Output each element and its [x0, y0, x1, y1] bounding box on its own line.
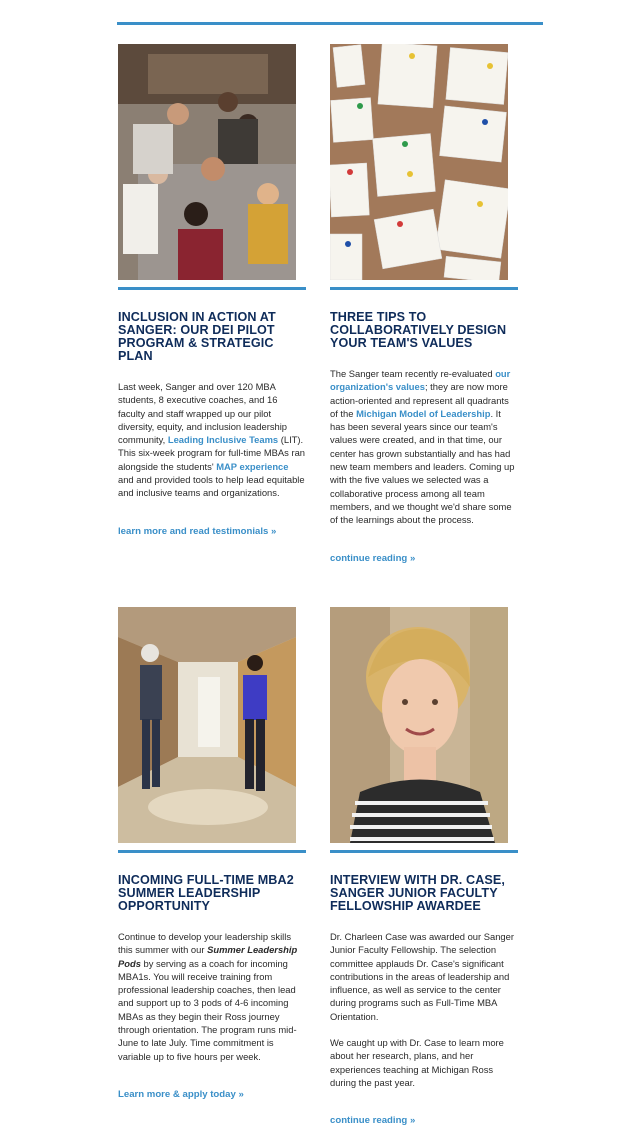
- body-text: (LIT). This six-week program for full-time MBAs ran alongside the students': [118, 434, 306, 472]
- article-body: [118, 930, 306, 1063]
- body-text: ; they are now more action-oriented and represent all quadrants of the: [330, 381, 509, 419]
- article-body: [330, 930, 518, 1089]
- body-text: by serving as a coach for incoming MBA1s. You will receive training from professional leadership coaches, then lead and support up to 3 pods of 4-6 incoming MBAs as they begin their Ross journey through orientation. The program runs mid-June to late July. Time commitment is variable up to five hours per week.: [118, 957, 297, 1062]
- article-paragraph: [330, 930, 518, 1023]
- inline-link[interactable]: Leading Inclusive Teams: [167, 434, 279, 446]
- card-divider: [118, 287, 306, 290]
- dr-case-portrait-photo[interactable]: [330, 607, 508, 843]
- article-paragraph: [118, 930, 306, 1063]
- card-divider: [330, 287, 518, 290]
- article-title: INCLUSION IN ACTION AT SANGER: OUR DEI PILOT PROGRAM & STRATEGIC PLAN: [118, 310, 276, 363]
- card-divider: [330, 850, 518, 853]
- emphasis-text: Summer Leadership Pods: [118, 944, 298, 969]
- learn-more-apply-link[interactable]: Learn more & apply today »: [118, 1088, 244, 1100]
- sticky-notes-board-photo[interactable]: [330, 44, 508, 280]
- inline-link[interactable]: Michigan Model of Leadership: [356, 407, 491, 419]
- article-card-summer-pods: [118, 607, 306, 1100]
- article-title: THREE TIPS TO COLLABORATIVELY DESIGN YOUR TEAM'S VALUES: [330, 310, 507, 350]
- team-huddle-photo[interactable]: [118, 44, 296, 280]
- card-divider: [118, 850, 306, 853]
- body-text: and and provided tools to help lead equitable and inclusive teams and organizations.: [118, 474, 305, 499]
- article-card-values: [330, 44, 518, 564]
- article-paragraph: [118, 380, 306, 500]
- article-title: INTERVIEW WITH DR. CASE, SANGER JUNIOR FACULTY FELLOWSHIP AWARDEE: [330, 873, 505, 913]
- body-text: The Sanger team recently re-evaluated: [330, 368, 496, 379]
- learn-more-link[interactable]: learn more and read testimonials »: [118, 525, 277, 537]
- body-text: Last week, Sanger and over 120 MBA students, 8 executive coaches, and 16 faculty and staff wrapped up our pilot diversity, equity, and inclusion leadership community,: [118, 381, 288, 446]
- article-title: INCOMING FULL-TIME MBA2 SUMMER LEADERSHIP OPPORTUNITY: [118, 873, 294, 913]
- article-card-dr-case: [330, 607, 518, 1126]
- continue-reading-link[interactable]: continue reading »: [330, 552, 416, 564]
- body-text: . It has been several years since our team's values were created, and in that time, our center has grown substantially and has had new team members and leaders. Coming up with the five values we selected was a collaborative process among all team members, and we thought we'd share some of the learnings about the process.: [330, 407, 515, 526]
- body-text: Dr. Charleen Case was awarded our Sanger Junior Faculty Fellowship. The selection committee applauds Dr. Case's significant contributions in the areas of leadership and influence, as well as service to the center during programs such as Full-Time MBA Orientation.: [330, 931, 514, 1022]
- article-body: [118, 380, 306, 500]
- article-body: [330, 367, 518, 527]
- inline-link[interactable]: our organization's values: [330, 368, 511, 393]
- continue-reading-link[interactable]: continue reading »: [330, 1115, 416, 1126]
- body-text: Continue to develop your leadership skills this summer with our: [118, 931, 292, 956]
- body-text: We caught up with Dr. Case to learn more about her research, plans, and her experiences teaching at Michigan Ross during the past year.: [330, 1037, 504, 1088]
- article-paragraph: [330, 1036, 518, 1089]
- inline-link[interactable]: MAP experience: [216, 460, 289, 472]
- article-paragraph: [330, 367, 518, 527]
- students-walking-hallway-photo[interactable]: [118, 607, 296, 843]
- top-divider: [117, 22, 543, 25]
- article-card-dei: [118, 44, 306, 537]
